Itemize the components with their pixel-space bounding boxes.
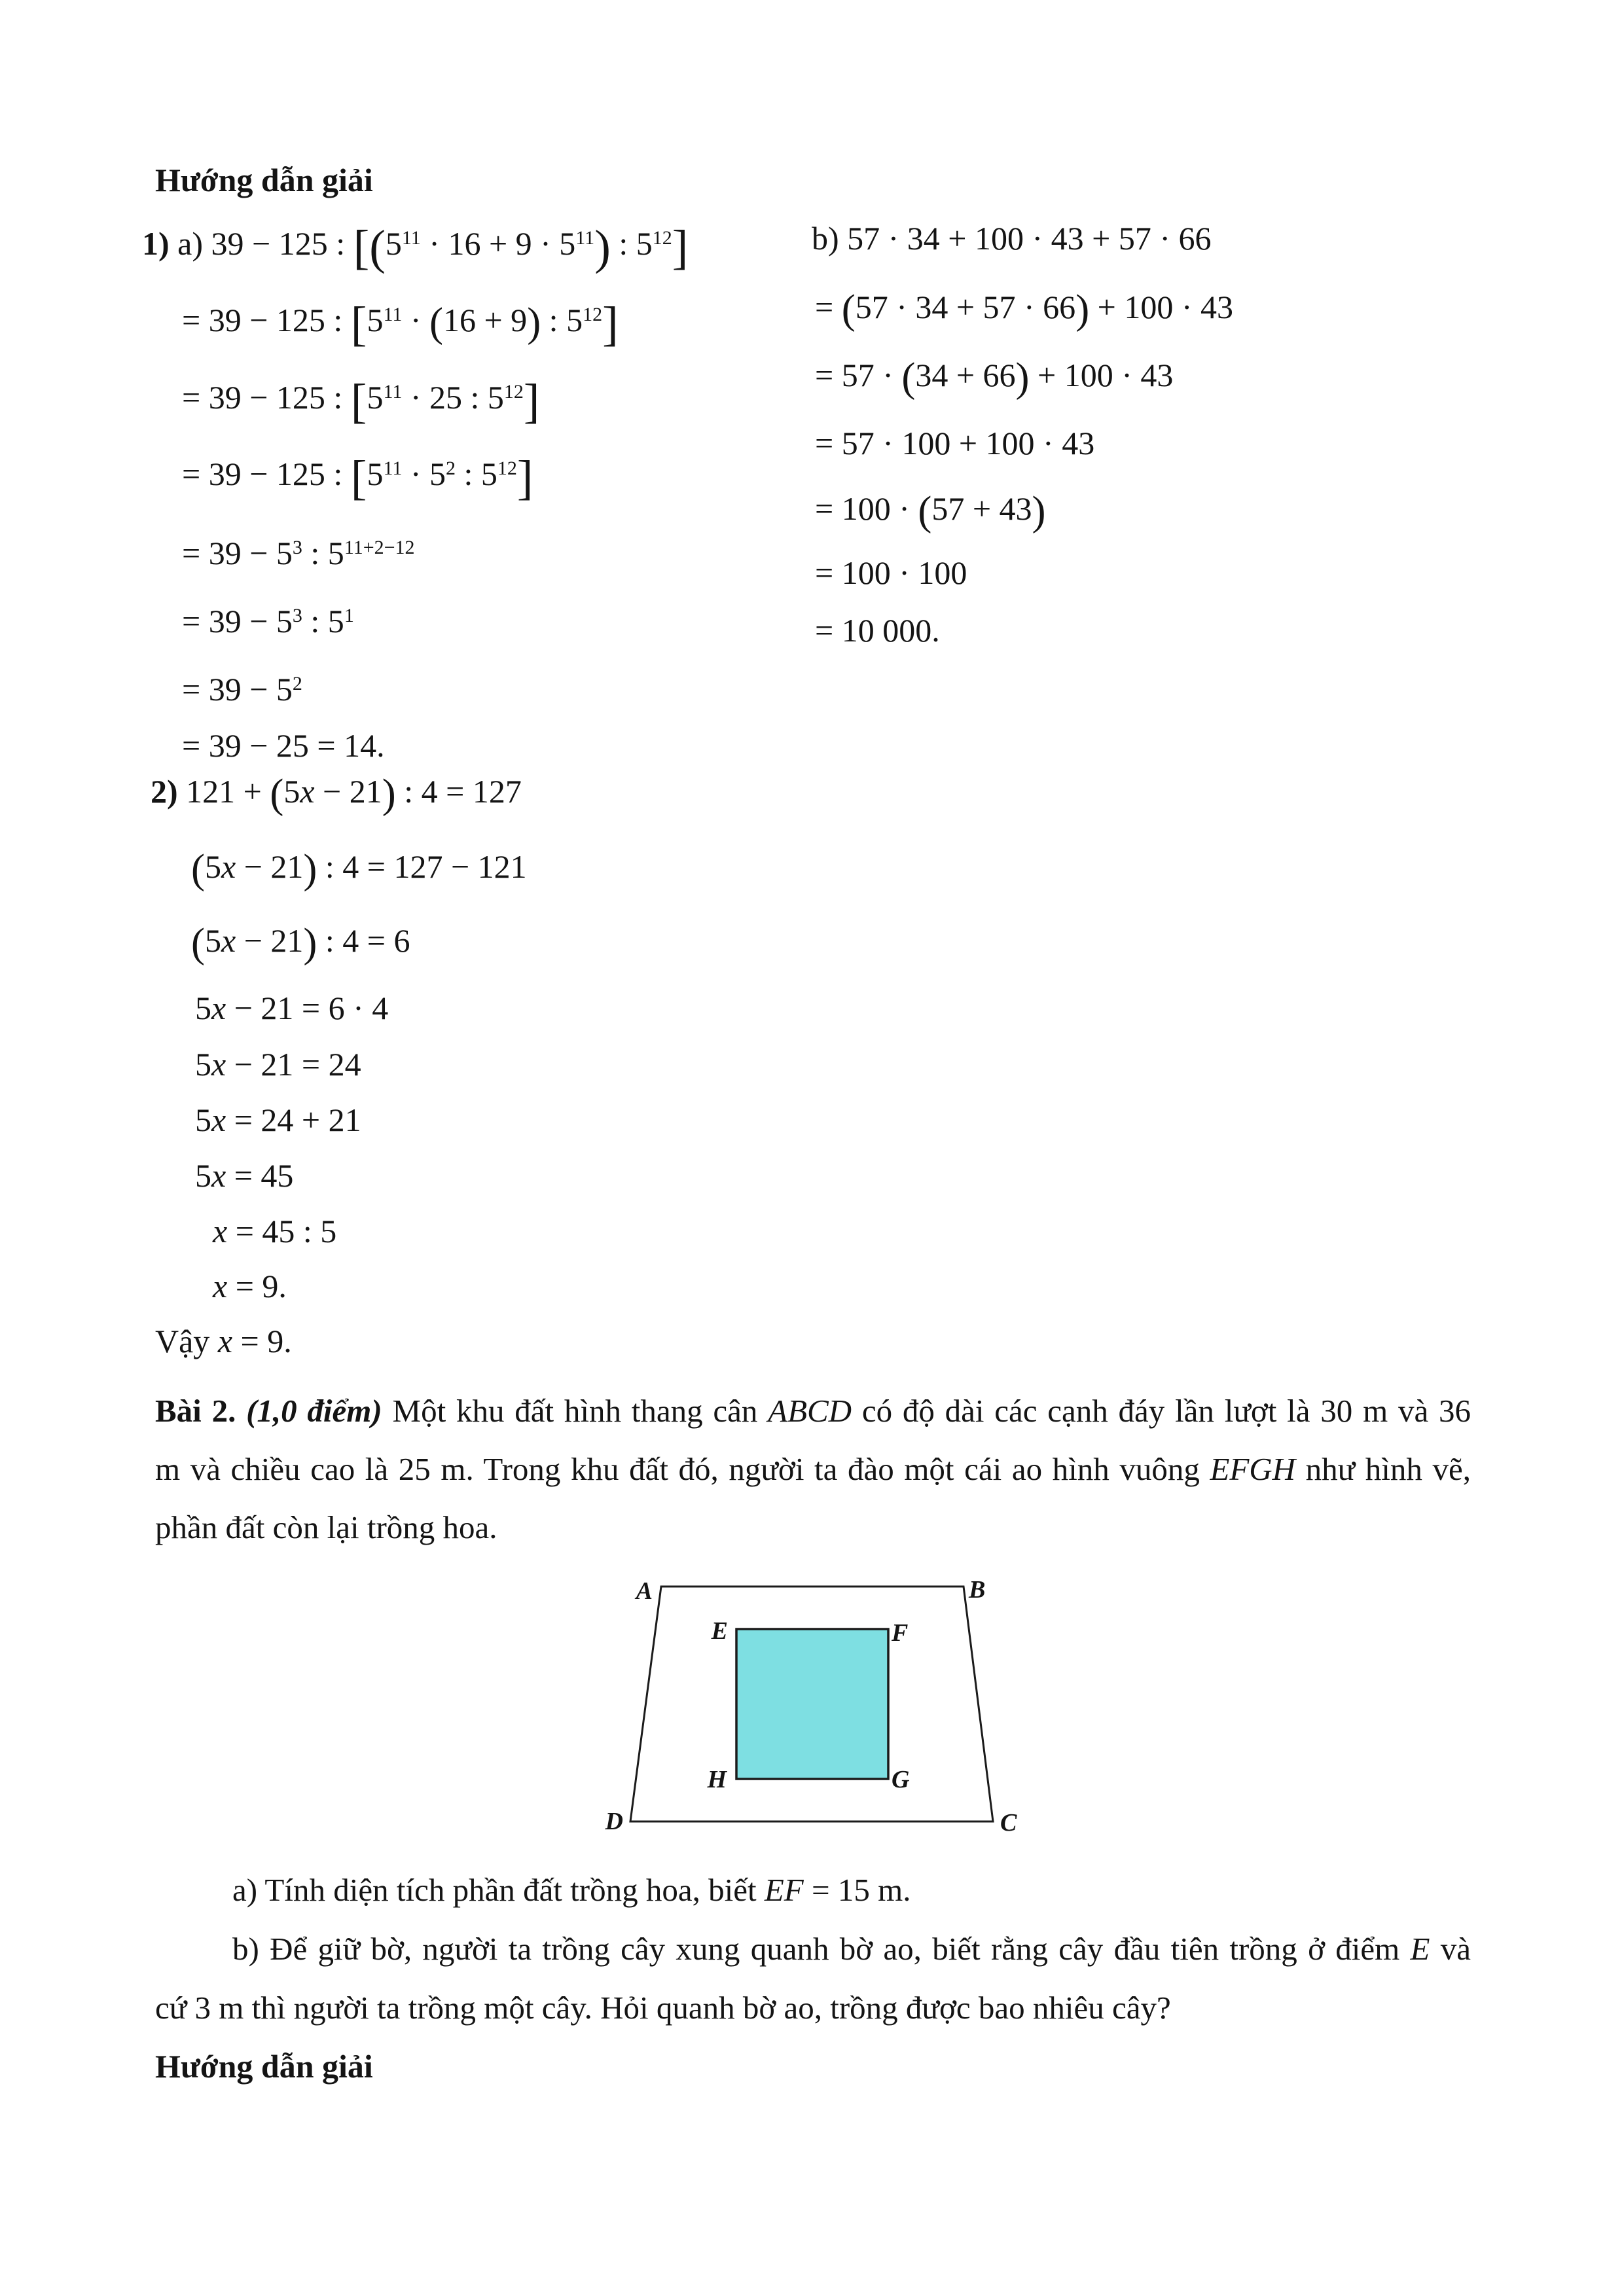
eq-1a-step-5-seg: : 5 <box>302 603 344 639</box>
solution-heading-bottom <box>155 2049 373 2084</box>
eq-2-step-1-seg: : 4 = 127 − 121 <box>317 848 527 885</box>
eq-2-step-2 <box>191 920 410 966</box>
vertex-label-H: H <box>707 1766 727 1793</box>
eq-2-conclusion-seg: = 9. <box>232 1323 292 1359</box>
eq-2-step-3-seg: − 21 = 6 · 4 <box>226 990 389 1026</box>
eq-1b-step-1-seg: 57 · 34 + 57 · 66 <box>855 289 1076 325</box>
eq-1b-step-2-seg: + 100 · 43 <box>1029 357 1174 393</box>
eq-1b-step-1 <box>815 286 1234 332</box>
eq-1a-step-2-seg: ] <box>523 374 540 429</box>
eq-1a-step-4-seg: = 39 − 5 <box>182 535 293 571</box>
eq-2-original-seg: : 4 = 127 <box>395 773 522 810</box>
eq-2-step-2-seg: x <box>221 922 236 959</box>
eq-1a-step-4-seg: 11+2−12 <box>344 536 415 558</box>
eq-1a-step-2-seg: · 25 : 5 <box>402 379 504 416</box>
problem-2-question-b-line-1-seg: và <box>1430 1931 1471 1967</box>
eq-1a-step-1-seg: : 5 <box>541 302 583 338</box>
eq-1a-original-seg: 12 <box>652 226 672 249</box>
eq-1b-step-3-seg: = 57 · 100 + 100 · 43 <box>815 425 1095 461</box>
vertex-label-F: F <box>892 1619 909 1647</box>
eq-1a-step-1-seg: 12 <box>583 303 603 325</box>
eq-2-step-5-seg: x <box>211 1102 226 1138</box>
eq-1b-step-1-seg: ( <box>841 286 856 332</box>
eq-1a-original-seg: [ <box>353 221 370 275</box>
eq-2-step-4-seg: x <box>211 1046 226 1083</box>
eq-1a-result <box>182 728 385 763</box>
eq-1b-step-2 <box>815 354 1174 401</box>
square-pond-efgh <box>736 1629 888 1779</box>
vertex-label-E: E <box>711 1617 728 1645</box>
eq-2-step-1-seg: ( <box>191 846 205 892</box>
eq-1a-step-2-seg: [ <box>350 374 367 429</box>
eq-1a-step-1-seg: ( <box>429 299 443 346</box>
eq-1a-original-seg: a) 39 − 125 : <box>177 225 353 262</box>
problem-2-question-a-seg: EF <box>764 1872 804 1908</box>
eq-2-original-seg: x <box>300 773 315 810</box>
eq-1a-step-1 <box>182 297 619 351</box>
eq-1a-step-2-seg: 5 <box>367 379 384 416</box>
eq-2-step-8 <box>213 1268 287 1304</box>
problem-2-text-line-2-seg: m và chiều cao là 25 m. Trong khu đất đó, người ta đào một cái ao hình vuông <box>155 1451 1210 1487</box>
eq-2-step-5-seg: 5 <box>195 1102 211 1138</box>
problem-2-question-b-line-1-seg: b) Để giữ bờ, người ta trồng cây xung quanh bờ ao, biết rằng cây đầu tiên trồng ở điểm <box>232 1931 1411 1967</box>
eq-2-step-6-seg: x <box>211 1157 226 1194</box>
eq-2-step-2-seg: : 4 = 6 <box>317 922 410 959</box>
problem-2-question-b-line-2 <box>155 1991 1171 2026</box>
eq-2-step-6-seg: 5 <box>195 1157 211 1194</box>
eq-2-original-seg: ) <box>382 770 396 817</box>
vertex-label-B: B <box>969 1576 986 1604</box>
eq-1a-step-1-seg: [ <box>350 297 367 351</box>
eq-1b-step-5-seg: = 100 · 100 <box>815 554 967 591</box>
eq-2-step-2-seg: ( <box>191 920 205 966</box>
eq-1a-step-2-seg: = 39 − 125 : <box>182 379 351 416</box>
eq-1a-step-1-seg: 11 <box>383 303 403 325</box>
eq-1b-step-4-seg: 57 + 43 <box>931 490 1032 527</box>
problem-2-text-line-2-seg: như hình vẽ, <box>1295 1451 1471 1487</box>
eq-2-step-1-seg: x <box>221 848 236 885</box>
eq-1b-step-4 <box>815 488 1046 534</box>
eq-1a-step-3-seg: · 5 <box>402 456 446 492</box>
eq-1a-step-5-seg: = 39 − 5 <box>182 603 293 639</box>
eq-1b-original-seg: b) 57 · 34 + 100 · 43 + 57 · 66 <box>812 220 1212 257</box>
eq-1a-original-seg: 1) <box>142 225 178 262</box>
eq-1b-step-5 <box>815 555 967 590</box>
eq-2-original <box>151 770 522 817</box>
eq-1a-step-2 <box>182 374 540 429</box>
problem-2-text-line-3 <box>155 1511 497 1545</box>
eq-2-step-3-seg: 5 <box>195 990 211 1026</box>
eq-2-step-3 <box>195 990 388 1026</box>
problem-2-text-line-2 <box>155 1452 1471 1487</box>
eq-2-step-6-seg: = 45 <box>226 1157 294 1194</box>
eq-2-step-5-seg: = 24 + 21 <box>226 1102 361 1138</box>
eq-2-step-2-seg: − 21 <box>236 922 304 959</box>
eq-1a-result-seg: = 39 − 25 = 14. <box>182 727 385 764</box>
eq-1a-step-3-seg: ] <box>516 451 533 505</box>
eq-2-conclusion-seg: x <box>217 1323 233 1359</box>
problem-2-text-line-1-seg: Bài 2. <box>155 1393 247 1429</box>
solution-heading-top <box>155 162 373 198</box>
eq-1a-step-1-seg: 16 + 9 <box>442 302 528 338</box>
problem-2-text-line-1 <box>155 1394 1471 1429</box>
eq-1a-step-3-seg: = 39 − 125 : <box>182 456 351 492</box>
eq-1a-step-5-seg: 1 <box>344 604 354 626</box>
eq-1a-original-seg: 11 <box>575 226 595 249</box>
eq-2-step-5 <box>195 1102 361 1138</box>
eq-1a-step-5-seg: 3 <box>292 604 302 626</box>
eq-2-step-1-seg: ) <box>303 846 317 892</box>
eq-2-step-7-seg: = 45 : 5 <box>227 1213 337 1249</box>
eq-2-step-4-seg: − 21 = 24 <box>226 1046 361 1083</box>
eq-1a-step-1-seg: ] <box>602 297 619 351</box>
eq-2-step-6 <box>195 1158 293 1193</box>
eq-1a-step-4-seg: 3 <box>292 536 302 558</box>
problem-2-text-line-2-seg: EFGH <box>1210 1451 1296 1487</box>
eq-1a-step-3-seg: 2 <box>446 457 456 479</box>
eq-1a-original-seg: 11 <box>401 226 421 249</box>
eq-1a-step-4-seg: : 5 <box>302 535 344 571</box>
eq-1b-result-seg: = 10 000. <box>815 612 940 649</box>
problem-2-question-b-line-2-seg: cứ 3 m thì người ta trồng một cây. Hỏi quanh bờ ao, trồng được bao nhiêu cây? <box>155 1990 1171 2026</box>
trapezoid-figure <box>589 1568 1047 1849</box>
eq-1b-step-4-seg: ) <box>1032 488 1046 534</box>
eq-2-conclusion <box>155 1323 292 1359</box>
eq-1a-step-3-seg: : 5 <box>456 456 497 492</box>
vertex-label-G: G <box>892 1766 910 1793</box>
eq-2-step-7-seg: x <box>213 1213 228 1249</box>
eq-1a-original-seg: ) <box>594 221 611 275</box>
eq-2-original-seg: 121 + <box>186 773 270 810</box>
problem-2-text-line-1-seg: có độ dài các cạnh đáy lần lượt là 30 m và 36 <box>852 1393 1471 1429</box>
eq-1b-step-1-seg: ) <box>1075 286 1090 332</box>
eq-1a-step-5 <box>182 603 354 639</box>
eq-1b-step-2-seg: 34 + 66 <box>915 357 1016 393</box>
eq-1a-step-3 <box>182 451 533 505</box>
problem-2-question-a <box>232 1873 911 1908</box>
eq-2-original-seg: 2) <box>151 773 187 810</box>
eq-1b-step-2-seg: ) <box>1015 354 1030 401</box>
problem-2-question-b-line-1-seg: E <box>1410 1931 1430 1967</box>
problem-2-text-line-1-seg: Một khu đất hình thang cân <box>392 1393 768 1429</box>
eq-2-step-1-seg: 5 <box>204 848 221 885</box>
eq-1a-original-seg: 5 <box>385 225 402 262</box>
eq-1b-step-1-seg: = <box>815 289 842 325</box>
eq-1b-step-4-seg: = 100 · <box>815 490 918 527</box>
problem-2-text-line-1-seg: ABCD <box>768 1393 852 1429</box>
eq-1a-step-4 <box>182 535 415 571</box>
eq-2-step-4-seg: 5 <box>195 1046 211 1083</box>
eq-2-step-4 <box>195 1047 361 1082</box>
eq-1b-step-3 <box>815 425 1094 461</box>
vertex-label-C: C <box>1000 1809 1017 1837</box>
eq-1a-step-2-seg: 12 <box>503 380 524 403</box>
vertex-label-D: D <box>605 1808 623 1835</box>
eq-2-step-3-seg: x <box>211 990 226 1026</box>
eq-2-step-7 <box>213 1213 336 1249</box>
eq-1a-original <box>142 221 689 275</box>
eq-2-original-seg: − 21 <box>314 773 382 810</box>
problem-2-question-b-line-1 <box>232 1932 1471 1967</box>
eq-2-step-8-seg: x <box>213 1268 228 1304</box>
eq-1a-step-1-seg: · <box>402 302 429 338</box>
eq-2-step-2-seg: 5 <box>204 922 221 959</box>
problem-2-question-a-seg: = 15 m. <box>803 1872 911 1908</box>
eq-1a-step-1-seg: = 39 − 125 : <box>182 302 351 338</box>
solution-heading-bottom-seg: Hướng dẫn giải <box>155 2048 373 2085</box>
eq-1a-step-1-seg: ) <box>527 299 541 346</box>
eq-2-step-8-seg: = 9. <box>227 1268 287 1304</box>
eq-1a-step-6-seg: = 39 − 5 <box>182 671 293 708</box>
eq-1a-step-3-seg: 11 <box>383 457 403 479</box>
eq-1b-result <box>815 613 940 648</box>
vertex-label-A: A <box>636 1577 653 1605</box>
eq-1a-step-3-seg: 12 <box>497 457 517 479</box>
solution-heading-top-seg: Hướng dẫn giải <box>155 162 373 198</box>
eq-1a-step-3-seg: [ <box>350 451 367 505</box>
eq-1a-original-seg: ( <box>369 221 386 275</box>
eq-2-step-1-seg: − 21 <box>236 848 304 885</box>
eq-1b-step-1-seg: + 100 · 43 <box>1089 289 1234 325</box>
eq-1a-step-3-seg: 5 <box>367 456 384 492</box>
eq-2-step-2-seg: ) <box>303 920 317 966</box>
problem-2-question-a-seg: a) Tính diện tích phần đất trồng hoa, biết <box>232 1872 765 1908</box>
eq-2-step-1 <box>191 846 527 892</box>
eq-1a-original-seg: : 5 <box>610 225 653 262</box>
eq-1b-step-2-seg: = 57 · <box>815 357 902 393</box>
eq-1b-original <box>812 221 1212 256</box>
eq-1a-step-1-seg: 5 <box>367 302 384 338</box>
eq-1b-step-4-seg: ( <box>918 488 932 534</box>
eq-2-original-seg: ( <box>270 770 284 817</box>
eq-1a-step-6 <box>182 672 302 707</box>
problem-2-text-line-1-seg: (1,0 điểm) <box>246 1393 393 1429</box>
eq-2-conclusion-seg: Vậy <box>155 1323 218 1359</box>
eq-2-original-seg: 5 <box>283 773 300 810</box>
eq-1b-step-2-seg: ( <box>901 354 916 401</box>
eq-1a-original-seg: · 16 + 9 · 5 <box>420 225 576 262</box>
problem-2-text-line-3-seg: phần đất còn lại trồng hoa. <box>155 1509 497 1545</box>
eq-1a-original-seg: ] <box>672 221 689 275</box>
eq-1a-step-6-seg: 2 <box>292 672 302 694</box>
eq-1a-step-2-seg: 11 <box>383 380 403 403</box>
